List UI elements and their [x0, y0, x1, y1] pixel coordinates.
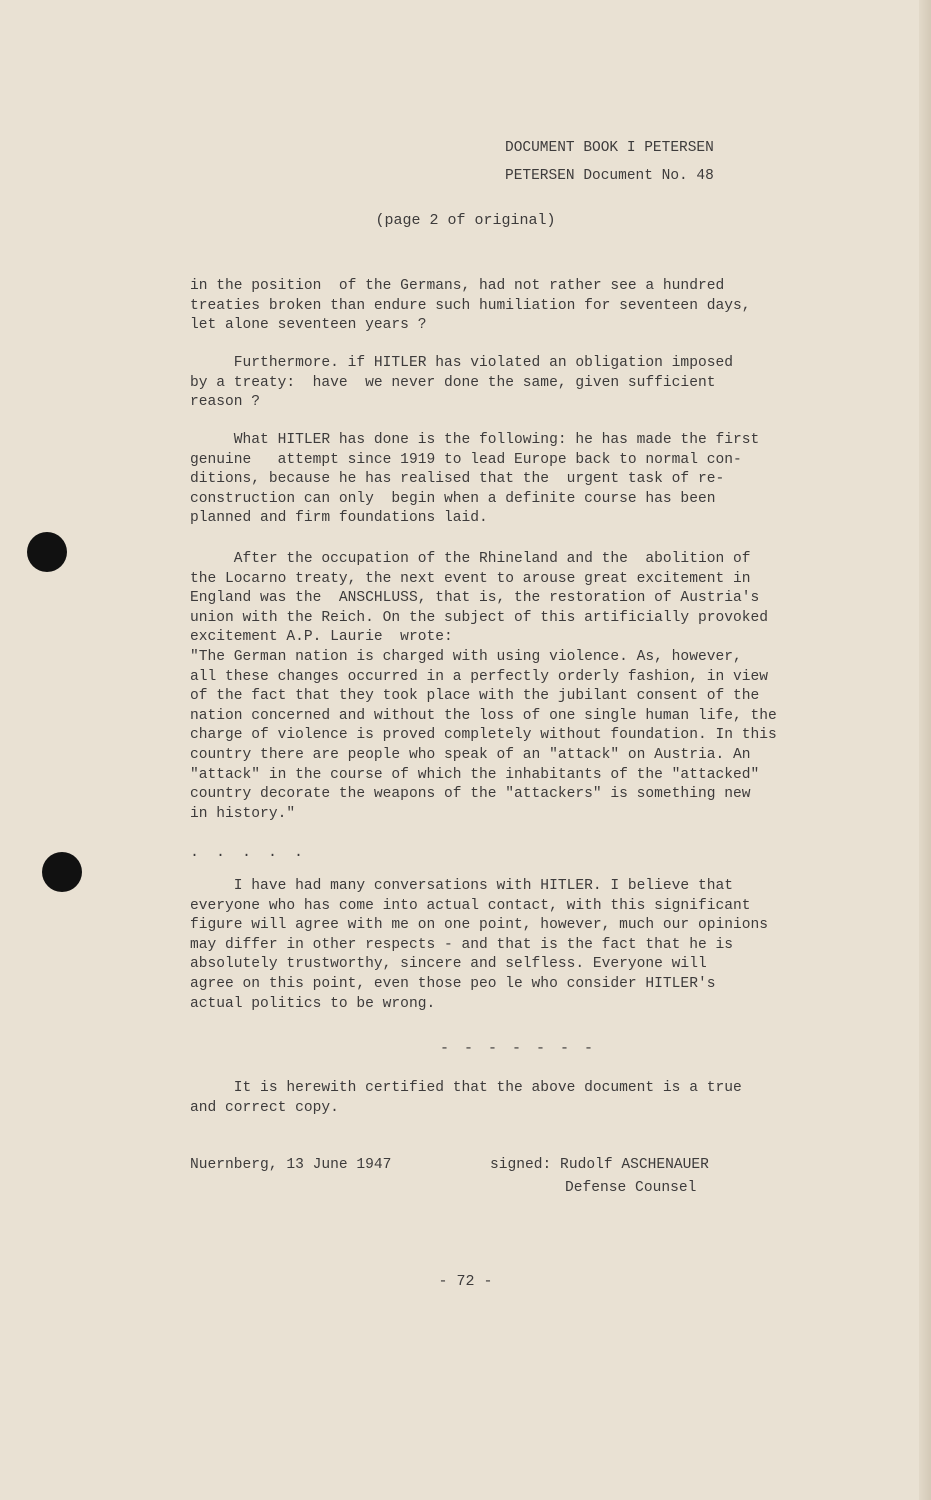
text-line: all these changes occurred in a perfectly orderly fashion, in view [190, 668, 769, 685]
text-line: country there are people who speak of an "attack" on Austria. An [190, 746, 751, 763]
text-line: England was the ANSCHLUSS, that is, the restoration of Austria's [190, 590, 760, 607]
text-line: in the position of the Germans, had not rather see a hundred [190, 278, 725, 294]
text-line: treaties broken than endure such humiliation for seventeen days, [190, 297, 751, 314]
certification-paragraph [190, 1079, 830, 1118]
text-line: charge of violence is proved completely without foundation. In this [190, 727, 777, 744]
text-line: and correct copy. [190, 1099, 339, 1116]
paragraph [190, 431, 830, 529]
text-line: reason ? [190, 394, 261, 411]
text-line: "attack" in the course of which the inhabitants of the "attacked" [190, 766, 760, 783]
text-line: by a treaty: have we never done the same, given sufficient [190, 374, 716, 391]
header-document-number: PETERSEN Document No. 48 [505, 168, 714, 184]
text-line: I have had many conversations with HITLER. I believe that [190, 878, 733, 894]
place-date: Nuernberg, 13 June 1947 [190, 1157, 392, 1173]
text-line: of the fact that they took place with the jubilant consent of the [190, 688, 760, 705]
signer-role: Defense Counsel [565, 1180, 697, 1196]
text-line: absolutely trustworthy, sincere and selfless. Everyone will [190, 956, 707, 973]
text-line: let alone seventeen years ? [190, 317, 427, 334]
page-note: (page 2 of original) [375, 212, 556, 229]
text-line: figure will agree with me on one point, however, much our opinions [190, 917, 769, 934]
text-line: actual politics to be wrong. [190, 995, 436, 1012]
paragraph [190, 354, 830, 413]
paragraph [190, 550, 830, 824]
text-line: the Locarno treaty, the next event to arouse great excitement in [190, 570, 751, 587]
text-line: in history." [190, 805, 296, 822]
text-line: may differ in other respects - and that is the fact that he is [190, 936, 733, 953]
text-line: genuine attempt since 1919 to lead Europe back to normal con- [190, 451, 742, 468]
text-line: everyone who has come into actual contact, with this significant [190, 897, 751, 914]
paragraph [190, 877, 830, 1014]
separator-dots: . . . . . [190, 844, 308, 861]
separator-dashes: - - - - - - - [440, 1040, 597, 1057]
text-line: What HITLER has done is the following: he has made the first [190, 432, 760, 448]
text-line: "The German nation is charged with using violence. As, however, [190, 648, 742, 665]
text-line: After the occupation of the Rhineland and the abolition of [190, 551, 751, 567]
header-book-title: DOCUMENT BOOK I PETERSEN [505, 140, 714, 156]
page-number: - 72 - [438, 1273, 493, 1290]
text-line: nation concerned and without the loss of one single human life, the [190, 707, 777, 724]
text-line: It is herewith certified that the above document is a true [190, 1080, 742, 1096]
text-line: union with the Reich. On the subject of this artificially provoked [190, 609, 769, 626]
punch-hole-bottom [42, 852, 82, 892]
text-line: construction can only begin when a definite course has been [190, 490, 716, 507]
text-line: Furthermore. if HITLER has violated an obligation imposed [190, 355, 733, 371]
text-line: planned and firm foundations laid. [190, 510, 488, 527]
text-line: country decorate the weapons of the "attackers" is something new [190, 786, 751, 803]
text-line: excitement A.P. Laurie wrote: [190, 629, 453, 646]
punch-hole-top [27, 532, 67, 572]
text-line: ditions, because he has realised that the urgent task of re- [190, 471, 725, 488]
signature-line: signed: Rudolf ASCHENAUER [490, 1157, 709, 1173]
paragraph [190, 277, 830, 336]
text-line: agree on this point, even those peo le who consider HITLER's [190, 975, 716, 992]
